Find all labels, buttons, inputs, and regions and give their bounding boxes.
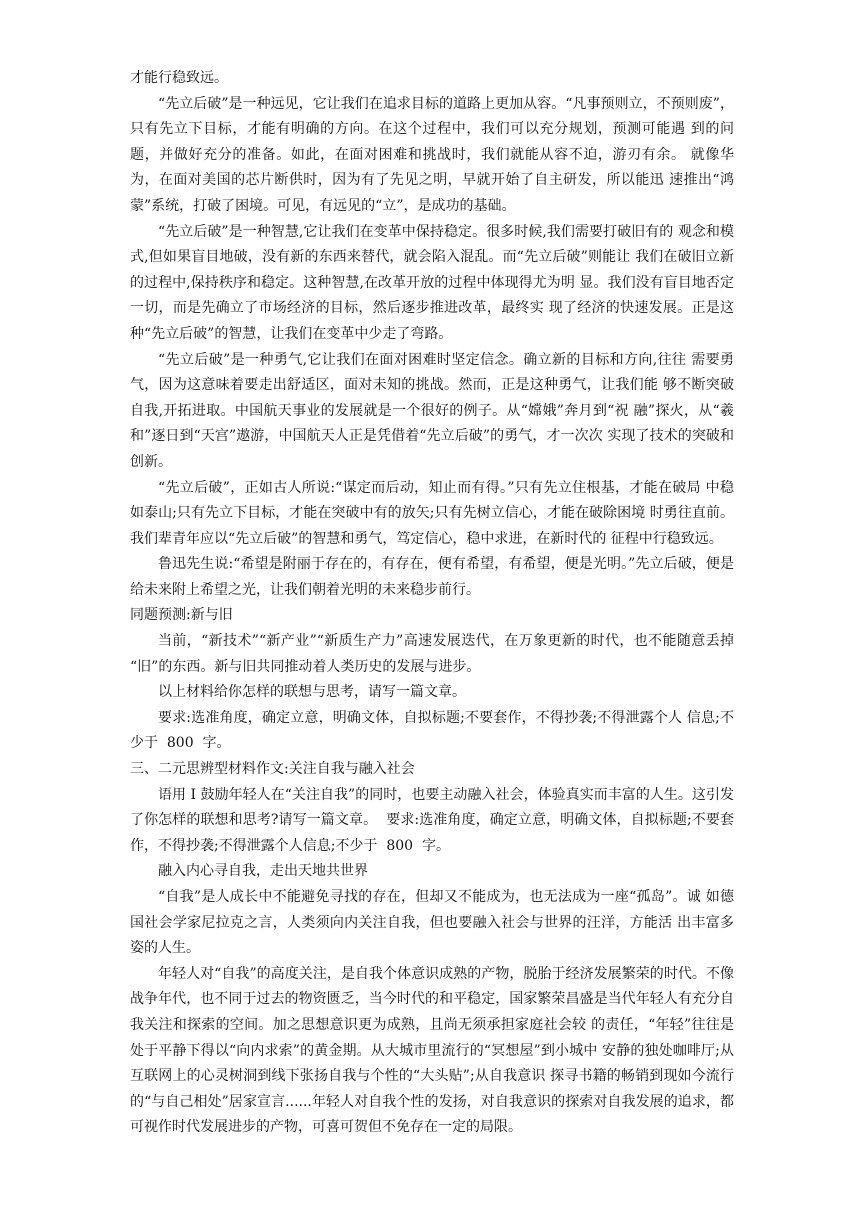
prompt-material: 当前，“新技术”“新产业”“新质生产力”高速发展迭代，在万象更新的时代，也不能随意丢掉 “旧”的东西。新与旧共同推动着人类历史的发展与进步。: [130, 633, 739, 675]
prompt-material-self: 语用 I 鼓励年轻人在“关注自我”的同时，也要主动融入社会，体验真实而丰富的人生。这引发了你怎样的联想和思考?请写一篇文章。 要求:选准角度，确定立意，明确文体，自拟标题;不要套作，不得抄袭;不得泄露个人信息;不少于 800 字。: [130, 786, 734, 854]
paragraph-continuation: 才能行稳致远。: [130, 70, 228, 86]
paragraph-foresight: “先立后破”是一种远见，它让我们在追求目标的道路上更加从容。“凡事预则立，不预则废”，只有先立下目标，才能有明确的方向。在这个过程中，我们可以充分规划，预测可能遇 到的问题，并做好充分的准备。如此，在面对困难和挑战时，我们就能从容不迫，游刃有余。 就像华为，在面对美国的芯片断供时，因为有了先见之明，早就开始了自主研发，所以能迅 速推出“鸿蒙”系统，打破了困境。可见，有远见的“立”，是成功的基础。: [130, 95, 734, 214]
prompt-question: 以上材料给你怎样的联想与思考，请写一篇文章。: [158, 684, 466, 701]
paragraph-courage: “先立后破”是一种勇气,它让我们在面对困难时坚定信念。确立新的目标和方向,往往 需要勇气，因为这意味着要走出舒适区，面对未知的挑战。然而，正是这种勇气，让我们能 够不断突破自我,开拓进取。中国航天事业的发展就是一个很好的例子。从“嫦娥”奔月到“祝 融”探火，从“羲和”逐日到“天宫”遨游，中国航天人正是凭借着“先立后破”的勇气，才一次次 实现了技术的突破和创新。: [130, 351, 734, 470]
document-page: [130, 66, 739, 1141]
prompt-requirements: 要求:选准角度，确定立意，明确文体，自拟标题;不要套作，不得抄袭;不得泄露个人 信息;不少于 800 字。: [130, 709, 734, 752]
section-heading-prediction: 同题预测:新与旧: [130, 607, 233, 624]
paragraph-youth-focus: 年轻人对“自我”的高度关注，是自我个体意识成熟的产物，脱胎于经济发展繁荣的时代。不像战争年代，也不同于过去的物资匮乏，当今时代的和平稳定，国家繁荣昌盛是当代年轻人有充分自我关注和探索的空间。加之思想意识更为成熟，且尚无须承担家庭社会较 的责任，“年轻”往往是处于平静下得以“向内求索”的黄金期。从大城市里流行的“冥想屋”到小城中 安静的独处咖啡厅;从互联网上的心灵树洞到线下张扬自我与个性的“大头贴”;从自我意识 探寻书籍的畅销到现如今流行的“与自己相处”居家宣言......年轻人对自我个性的发扬，对自我意识的探索对自我发展的追求，都可视作时代发展进步的产物，可喜可贺但不免存在一定的局限。: [130, 965, 734, 1136]
section-heading-three: 三、二元思辨型材料作文:关注自我与融入社会: [130, 761, 415, 778]
paragraph-wisdom: “先立后破”是一种智慧,它让我们在变革中保持稳定。很多时候,我们需要打破旧有的 观念和模式,但如果盲目地破，没有新的东西来替代，就会陷入混乱。而“先立后破”则能让 我们在破旧立新的过程中,保持秩序和稳定。这种智慧,在改革开放的过程中体现得尤为明 显。我们没有盲目地否定一切，而是先确立了市场经济的目标，然后逐步推进改革，最终实 现了经济的快速发展。正是这种“先立后破”的智慧，让我们在变革中少走了弯路。: [130, 223, 734, 342]
essay-title: 融入内心寻自我，走出天地共世界: [158, 863, 368, 880]
paragraph-self-intro: “自我”是人成长中不能避免寻找的存在，但却又不能成为，也无法成为一座“孤岛”。诚 如德国社会学家尼拉克之言，人类须向内关注自我，但也要融入社会与世界的汪洋，方能活 出丰富多姿的人生。: [130, 889, 734, 957]
paragraph-conclusion: “先立后破”，正如古人所说:“谋定而后动，知止而有得。”只有先立住根基，才能在破局 中稳如泰山;只有先立下目标，才能在突破中有的放矢;只有先树立信心，才能在破除困境 时勇往直前。我们辈青年应以“先立后破”的智慧和勇气，笃定信心，稳中求进，在新时代的 征程中行稳致远。: [130, 479, 734, 547]
paragraph-luxun-quote: 鲁迅先生说:“希望是附丽于存在的，有存在，便有希望，有希望，便是光明。”先立后破，便是给未来附上希望之光，让我们朝着光明的未来稳步前行。: [130, 556, 734, 598]
